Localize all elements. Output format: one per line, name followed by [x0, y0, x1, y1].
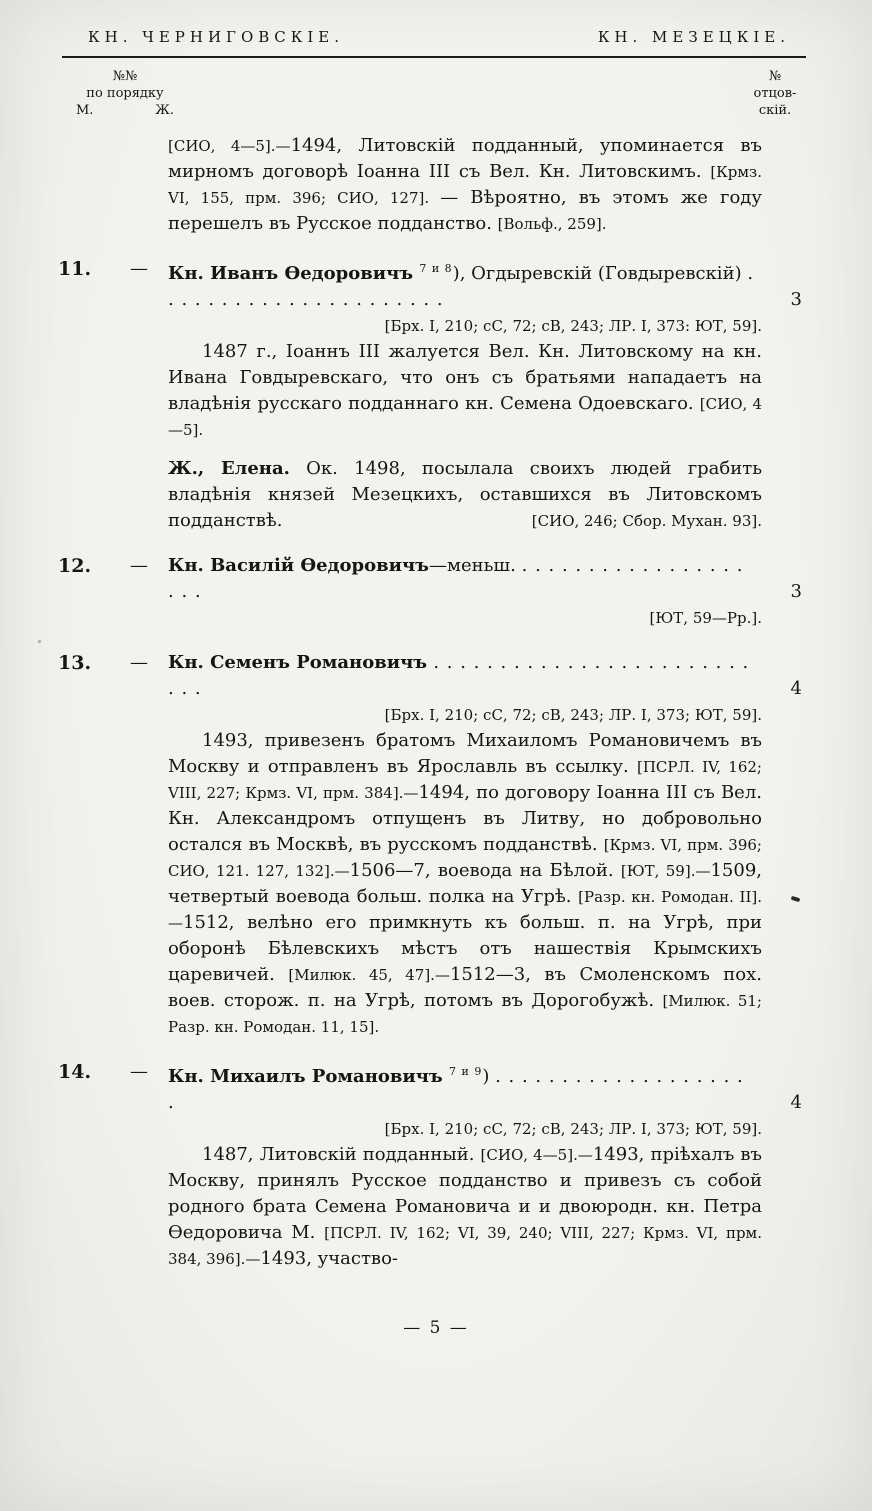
entry-heading-text: [168, 553, 756, 605]
dot-leader: . . . . . . . . . . . . . . . . . . . .: [168, 1066, 744, 1113]
colhead-po-poryadku: по порядку: [86, 86, 164, 101]
paragraph: [168, 456, 762, 534]
citation-text: [Крмз. VI, прм. 396; СИО, 121. 127, 132].—: [168, 836, 762, 880]
body-text: Ок. 1498, посылала своихъ людей грабить владѣнія князей Мезецкихъ, оставшихся въ Литовскомъ подданствѣ.: [168, 458, 762, 531]
entry-body: [168, 553, 802, 631]
entry-14: [58, 1059, 872, 1272]
name-text: Кн. Василій Ѳедоровичъ: [168, 555, 429, 576]
dot-leader: . . . . . . . . . . . . . . . . . . . . . . . . . . .: [168, 652, 750, 699]
body-text: 1493, пріѣхалъ въ Москву, принялъ Русское подданство и привезъ съ собой родного брата Семена Романовича и и двоюродн. кн. Петра Ѳедоровича М.: [168, 1144, 762, 1243]
scan-speck: [38, 640, 41, 643]
citation-text: [СИО, 246; Сбор. Мухан. 93].: [531, 512, 762, 530]
citation-text: [СИО, 4—5].: [168, 395, 762, 439]
page-content: [58, 133, 872, 1272]
name-text: Кн. Михаилъ Романовичъ: [168, 1066, 449, 1087]
father-number: 3: [790, 581, 802, 602]
body-text: — Вѣроятно, въ этомъ же году перешелъ въ Русское подданство.: [168, 187, 762, 234]
father-number: 3: [790, 289, 802, 310]
body-text: 1493, привезенъ братомъ Михаиломъ Романовичемъ въ Москву и отправленъ въ Ярославль въ ссылку.: [168, 730, 762, 777]
citation-text: [Вольф., 259].: [497, 215, 607, 233]
dot-leader: . . . . . . . . . . . . . . . . . . . .: [168, 555, 744, 602]
colhead-father-number: [744, 68, 806, 119]
paragraph: [168, 1142, 762, 1272]
citation-line: [Брх. I, 210; сС, 72; сВ, 243; ЛР. I, 373; ЮТ, 59].: [384, 1120, 762, 1138]
header-left-title: КН. ЧЕРНИГОВСКІЕ.: [88, 28, 345, 46]
continuation-paragraph: [58, 133, 872, 237]
citation-text: [Разр. кн. Ромодан. II].—: [168, 888, 762, 932]
citation-text: [ЮТ, 59].—: [620, 862, 711, 880]
entry-number: 13.: [58, 652, 92, 674]
page-header: [0, 28, 872, 46]
entry-number: 14.: [58, 1061, 92, 1083]
colhead-nn: №№: [112, 69, 138, 84]
column-headers: [62, 68, 806, 119]
entry-heading-text: [168, 650, 756, 702]
colhead-no: №: [768, 69, 782, 84]
body-text: 7 и 8: [419, 262, 453, 275]
body-text: —меньш.: [428, 555, 522, 576]
entry-body: [168, 1059, 802, 1272]
citation-line: [ЮТ, 59—Рр.].: [649, 609, 762, 627]
entry-heading: [168, 553, 802, 605]
body-text: 1512—3, въ Смоленскомъ пох. воев. сторож. п. на Угрѣ, потомъ въ Дорогобужѣ.: [168, 964, 762, 1011]
body-text: 7 и 9: [449, 1065, 483, 1078]
citation-line: [Брх. I, 210; сС, 72; сВ, 243; ЛР. I, 373; ЮТ, 59].: [384, 706, 762, 724]
paragraph: [168, 133, 762, 237]
body-text: 1506—7, воевода на Бѣлой.: [349, 860, 621, 881]
paragraph: [168, 728, 762, 1040]
citation-text: [Крмз. VI, 155, прм. 396; СИО, 127].: [168, 163, 762, 207]
entry-dash: —: [130, 555, 148, 576]
dot-leader: . . . . . . . . . . . . . . . . . . . . . .: [168, 263, 755, 310]
entry-dash: —: [130, 652, 148, 673]
entry-heading-text: [168, 256, 756, 313]
name-text: Ж., Елена.: [168, 458, 290, 479]
entry-dash: —: [130, 258, 148, 279]
entry-11: [58, 256, 872, 534]
entry-heading: [168, 650, 802, 702]
entry-13: [58, 650, 872, 1040]
citation-text: [Милюк. 45, 47].—: [288, 966, 450, 984]
paragraph: [168, 339, 762, 443]
citation-line: [Брх. I, 210; сС, 72; сВ, 243; ЛР. I, 373: ЮТ, 59].: [384, 317, 762, 335]
body-text: 1487 г., Іоаннъ III жалуется Вел. Кн. Литовскому на кн. Ивана Говдыревскаго, что онъ съ братьями нападаетъ на владѣнія русскаго подданнаго кн. Семена Одоевскаго.: [168, 341, 762, 414]
body-text: ), Огдыревскій (Говдыревскій): [452, 263, 748, 284]
citation-text: [СИО, 4—5].—: [480, 1146, 593, 1164]
citation-text: [ПСРЛ. IV, 162; VI, 39, 240; VIII, 227; Крмз. VI, прм. 384, 396].—: [168, 1224, 762, 1268]
body-text: 1494, по договору Іоанна III съ Вел. Кн. Александромъ отпущенъ въ Литву, но добровольно остался въ Москвѣ, въ русскомъ подданствѣ.: [168, 782, 762, 855]
entry-body: [168, 256, 802, 534]
citation-text: [ПСРЛ. IV, 162; VIII, 227; Крмз. VI, прм. 384].—: [168, 758, 762, 802]
body-text: 1493, участво-: [260, 1248, 398, 1269]
entry-dash: —: [130, 1061, 148, 1082]
entry-heading-text: [168, 1059, 756, 1116]
name-text: Кн. Иванъ Ѳедоровичъ: [168, 263, 420, 284]
entry-12: [58, 553, 872, 631]
colhead-m-zh: [74, 102, 176, 119]
name-text: Кн. Семенъ Романовичъ: [168, 652, 434, 673]
colhead-m: М.: [76, 103, 94, 118]
page-number: — 5 —: [403, 1318, 469, 1338]
entry-number: 11.: [58, 258, 92, 280]
body-text: 1494, Литовскій подданный, упоминается въ мирномъ договорѣ Іоанна III съ Вел. Кн. Литовскимъ.: [168, 135, 762, 182]
colhead-zh: Ж.: [155, 103, 174, 118]
body-text: 1487, Литовскій подданный.: [202, 1144, 481, 1165]
body-text: 1512, велѣно его примкнуть къ больш. п. на Угрѣ, при оборонѣ Бѣлевскихъ мѣстъ отъ нашествія Крымскихъ царевичей.: [168, 912, 762, 985]
entry-heading: [168, 256, 802, 313]
header-rule: [62, 56, 806, 58]
entry-body: [168, 650, 802, 1040]
entry-heading: [168, 1059, 802, 1116]
entry-body: [168, 133, 802, 237]
body-text: ): [482, 1066, 496, 1087]
colhead-skij: скій.: [758, 103, 792, 118]
citation-text: [Милюк. 51; Разр. кн. Ромодан. 11, 15].: [168, 992, 762, 1036]
body-text: 1509, четвертый воевода больш. полка на Угрѣ.: [168, 860, 762, 907]
colhead-order-numbers: [74, 68, 176, 119]
entry-number: 12.: [58, 555, 92, 577]
father-number: 4: [790, 1092, 802, 1113]
citation-text: [СИО, 4—5].—: [168, 137, 291, 155]
father-number: 4: [790, 678, 802, 699]
header-right-title: КН. МЕЗЕЦКІЕ.: [597, 28, 790, 46]
colhead-otcov: отцов-: [753, 86, 797, 101]
